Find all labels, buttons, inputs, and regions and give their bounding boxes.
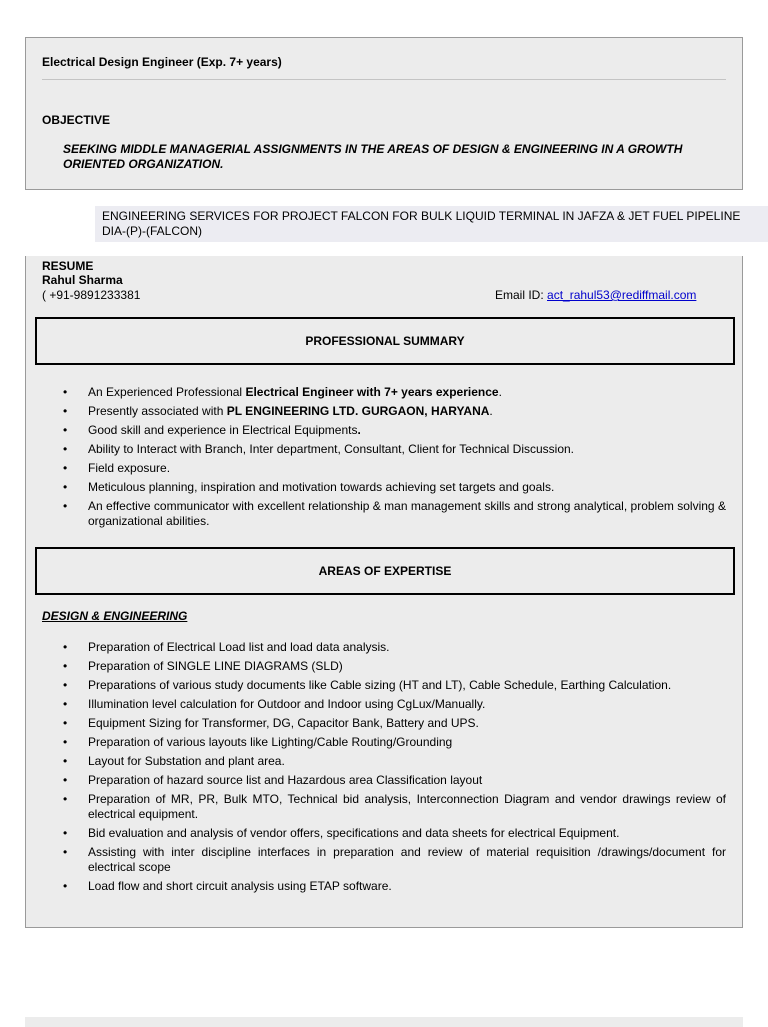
expertise-list — [26, 640, 726, 898]
list-item: • An Experienced Professional Electrical Engineer with 7+ years experience. — [63, 385, 502, 399]
list-item: • Layout for Substation and plant area. — [63, 754, 285, 768]
bullet-icon: • — [63, 716, 68, 730]
project-text — [102, 209, 740, 239]
objective-heading: OBJECTIVE — [42, 113, 111, 127]
list-item: • Preparations of various study documents like Cable sizing (HT and LT), Cable Schedule, Earthing Calculation. — [63, 678, 672, 692]
bullet-icon: • — [63, 480, 68, 494]
bullet-icon: • — [63, 754, 68, 768]
bullet-icon: • — [63, 735, 68, 749]
list-item: • Illumination level calculation for Outdoor and Indoor using CgLux/Manually. — [63, 697, 486, 711]
bullet-icon: • — [63, 442, 68, 456]
summary-list — [26, 385, 726, 533]
bullet-icon: • — [63, 826, 68, 840]
bullet-icon: • — [63, 404, 68, 418]
list-item: • Preparation of Electrical Load list and load data analysis. — [63, 640, 390, 654]
list-item: • Preparation of hazard source list and Hazardous area Classification layout — [63, 773, 483, 787]
project-line-1: ENGINEERING SERVICES FOR PROJECT FALCON FOR BULK LIQUID TERMINAL IN JAFZA & JET FUEL PIPELINE — [102, 209, 741, 223]
bullet-icon: • — [63, 792, 68, 806]
phone-number: ( +91-9891233381 — [42, 288, 141, 302]
areas-of-expertise-heading: AREAS OF EXPERTISE — [35, 547, 735, 595]
bullet-icon: • — [63, 659, 68, 673]
project-line-2: DIA-(P)-(FALCON) — [102, 224, 202, 238]
bullet-icon: • — [63, 879, 68, 893]
resume-label: RESUME — [42, 259, 94, 273]
bullet-icon: • — [63, 385, 68, 399]
bullet-icon: • — [63, 697, 68, 711]
bullet-icon: • — [63, 499, 68, 513]
title-section — [25, 37, 743, 98]
list-item: • Meticulous planning, inspiration and motivation towards achieving set targets and goals. — [63, 480, 555, 494]
list-item: • Good skill and experience in Electrical Equipments. — [63, 423, 361, 437]
project-banner — [95, 206, 768, 242]
list-item: • Load flow and short circuit analysis using ETAP software. — [63, 879, 392, 893]
email-link[interactable]: act_rahul53@rediffmail.com — [547, 288, 697, 302]
candidate-name: Rahul Sharma — [42, 273, 123, 287]
divider — [42, 79, 726, 80]
list-item: • Assisting with inter discipline interfaces in preparation and review of material requisition /drawings/document for electrical scope — [63, 845, 726, 874]
list-item: • Preparation of various layouts like Lighting/Cable Routing/Grounding — [63, 735, 453, 749]
list-item: • Preparation of SINGLE LINE DIAGRAMS (SLD) — [63, 659, 343, 673]
list-item: • Bid evaluation and analysis of vendor offers, specifications and data sheets for electrical Equipment. — [63, 826, 620, 840]
email-line — [495, 288, 696, 302]
resume-body — [25, 256, 743, 928]
bullet-icon: • — [63, 845, 68, 859]
list-item: • Equipment Sizing for Transformer, DG, Capacitor Bank, Battery and UPS. — [63, 716, 479, 730]
list-item: • Preparation of MR, PR, Bulk MTO, Technical bid analysis, Interconnection Diagram and vendor drawings review of electrical equipment. — [63, 792, 726, 821]
objective-section — [25, 98, 743, 190]
list-item: • Ability to Interact with Branch, Inter department, Consultant, Client for Technical Discussion. — [63, 442, 575, 456]
objective-text: SEEKING MIDDLE MANAGERIAL ASSIGNMENTS IN THE AREAS OF DESIGN & ENGINEERING IN A GROWTH ORIENTED ORGANIZATION. — [63, 142, 683, 171]
bullet-icon: • — [63, 678, 68, 692]
list-item: • Presently associated with PL ENGINEERING LTD. GURGAON, HARYANA. — [63, 404, 493, 418]
professional-summary-heading: PROFESSIONAL SUMMARY — [35, 317, 735, 365]
bullet-icon: • — [63, 773, 68, 787]
bullet-icon: • — [63, 640, 68, 654]
design-engineering-subheading: DESIGN & ENGINEERING — [42, 609, 188, 623]
bullet-icon: • — [63, 461, 68, 475]
bullet-icon: • — [63, 423, 68, 437]
email-label: Email ID: — [495, 288, 548, 302]
job-title: Electrical Design Engineer (Exp. 7+ years) — [42, 55, 282, 69]
next-page-edge — [25, 1017, 743, 1027]
list-item: • Field exposure. — [63, 461, 171, 475]
list-item: • An effective communicator with excellent relationship & man management skills and strong analytical, problem solving & organizational abilities. — [63, 499, 726, 528]
